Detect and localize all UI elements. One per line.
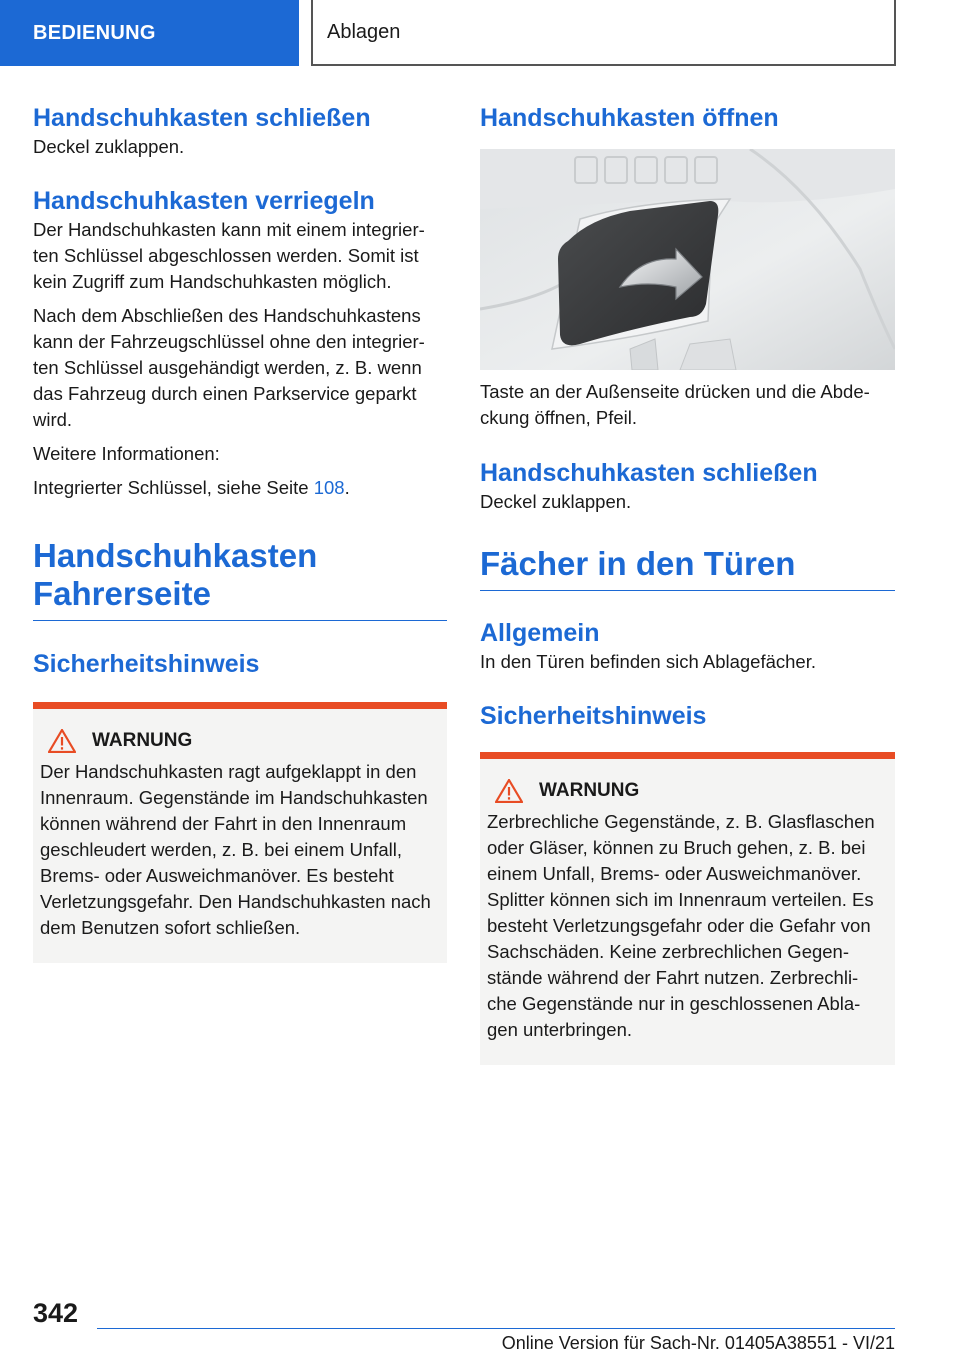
- warning-text: Der Handschuhkasten ragt aufgeklappt in den Innenraum. Gegenstände im Handschuhkasten können während der Fahrt in den Innenraum geschleudert werden, z. B. bei einem Unfall, Brems- oder Ausweichmanöver. Es besteht Verletzungsgefahr. Den Handschuhkasten nach dem Benutzen sofort schließen.: [40, 761, 431, 938]
- text-reference: [33, 475, 447, 501]
- text-schliessen: Deckel zuklappen.: [33, 136, 185, 157]
- page-link[interactable]: 108: [313, 477, 345, 498]
- glovebox-drawing: [480, 149, 895, 370]
- heading-fahrerseite: Handschuhkasten Fahrerseite: [33, 537, 447, 621]
- text-allgemein: In den Türen befinden sich Ablagefächer.: [480, 651, 816, 672]
- reference-text: Integrierter Schlüssel, siehe Seite: [33, 477, 314, 498]
- chapter-header: [311, 0, 896, 66]
- text-schliessen-right: Deckel zuklappen.: [480, 491, 632, 512]
- warning-title: WARNUNG: [92, 730, 193, 751]
- heading-faecher: Fächer in den Türen: [480, 545, 895, 591]
- image-caption: Taste an der Außenseite drücken und die Abde‐ckung öffnen, Pfeil.: [480, 381, 870, 428]
- footer-divider: [97, 1328, 895, 1329]
- heading-verriegeln: Handschuhkasten verriegeln: [33, 187, 375, 215]
- warning-triangle-icon: [48, 729, 76, 753]
- page-number: 342: [33, 1298, 79, 1328]
- glovebox-illustration: [480, 149, 895, 370]
- section-label: BEDIENUNG: [33, 21, 156, 44]
- section-tab[interactable]: [0, 0, 299, 66]
- text-verriegeln-2: Nach dem Abschließen des Handschuhkastens kann der Fahrzeugschlüssel ohne den integrier‐ten Schlüssel ausgehändigt werden, z. B. wenn das Fahrzeug durch einen Parkservice geparkt wird.: [33, 305, 425, 430]
- heading-schliessen: Handschuhkasten schließen: [33, 104, 371, 132]
- footer-version: Online Version für Sach-Nr. 01405A38551 - VI/21: [501, 1333, 895, 1353]
- heading-oeffnen: Handschuhkasten öffnen: [480, 104, 779, 132]
- heading-allgemein: Allgemein: [480, 619, 600, 647]
- heading-sicherheit-right: Sicherheitshinweis: [480, 702, 707, 730]
- text-verriegeln-1: Der Handschuhkasten kann mit einem integrier‐ten Schlüssel abgeschlossen werden. Somit ist kein Zugriff zum Handschuhkasten möglich.: [33, 219, 425, 292]
- left-column: [33, 102, 447, 963]
- right-column: [480, 102, 895, 1065]
- warning-header: [40, 729, 437, 753]
- warning-title: WARNUNG: [539, 780, 640, 801]
- chapter-label: Ablagen: [327, 20, 401, 43]
- warning-text: Zerbrechliche Gegenstände, z. B. Glasflaschen oder Gläser, können zu Bruch gehen, z. B. bei einem Unfall, Brems- oder Ausweichmanöver. Splitter können sich im Innenraum verteilen. Es besteht Verletzungsgefahr oder die Gefahr von Sachschäden. Keine zerbrechlichen Gegen‐stände während der Fahrt nutzen. Zerbrechli‐che Gegenstände nur in geschlossenen Abla‐gen unterbringen.: [487, 811, 875, 1040]
- heading-schliessen-right: Handschuhkasten schließen: [480, 459, 818, 487]
- heading-sicherheit-left: Sicherheitshinweis: [33, 650, 260, 678]
- warning-box: [33, 702, 447, 963]
- warning-header: [487, 779, 885, 803]
- text-info: Weitere Informationen:: [33, 443, 220, 464]
- reference-end: .: [344, 477, 350, 498]
- warning-triangle-icon: [495, 779, 523, 803]
- warning-box: [480, 752, 895, 1065]
